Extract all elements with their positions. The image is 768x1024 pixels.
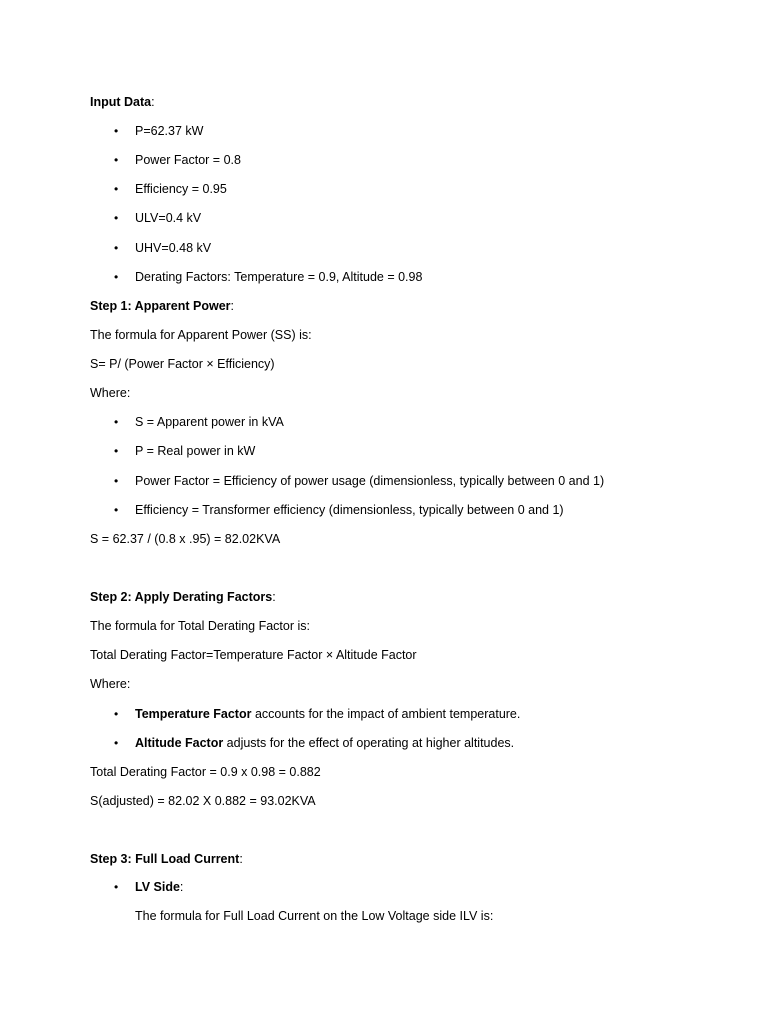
bullet: •	[114, 444, 119, 458]
list-item: P=62.37 kW	[135, 124, 204, 138]
list-item: Derating Factors: Temperature = 0.9, Altitude = 0.98	[135, 270, 423, 284]
bullet: •	[114, 270, 119, 284]
step2-formula: Total Derating Factor=Temperature Factor × Altitude Factor	[90, 648, 417, 662]
step2-result-derating: Total Derating Factor = 0.9 x 0.98 = 0.882	[90, 765, 321, 779]
bullet: •	[114, 124, 119, 138]
bullet: •	[114, 707, 119, 721]
input-data-heading: Input Data:	[90, 95, 155, 109]
lv-side-label: LV Side:	[135, 880, 184, 894]
bullet: •	[114, 241, 119, 255]
bullet: •	[114, 211, 119, 225]
bullet: •	[114, 503, 119, 517]
step1-heading: Step 1: Apparent Power:	[90, 299, 235, 313]
step2-result-adjusted: S(adjusted) = 82.02 X 0.882 = 93.02KVA	[90, 794, 316, 808]
list-item: Power Factor = Efficiency of power usage (dimensionless, typically between 0 and 1)	[135, 474, 605, 488]
step1-formula-intro: The formula for Apparent Power (SS) is:	[90, 328, 312, 342]
list-item: Efficiency = Transformer efficiency (dimensionless, typically between 0 and 1)	[135, 503, 564, 517]
step1-where: Where:	[90, 386, 131, 400]
list-item: Power Factor = 0.8	[135, 153, 241, 167]
bullet: •	[114, 415, 119, 429]
list-item: S = Apparent power in kVA	[135, 415, 284, 429]
bullet: •	[114, 474, 119, 488]
lv-side-text: The formula for Full Load Current on the Low Voltage side ILV is:	[135, 909, 494, 923]
list-item: Altitude Factor adjusts for the effect of operating at higher altitudes.	[135, 736, 515, 750]
bullet: •	[114, 880, 119, 894]
list-item: UHV=0.48 kV	[135, 241, 212, 255]
bullet: •	[114, 736, 119, 750]
bullet: •	[114, 153, 119, 167]
list-item: ULV=0.4 kV	[135, 211, 202, 225]
step1-formula: S= P/ (Power Factor × Efficiency)	[90, 357, 275, 371]
step2-heading: Step 2: Apply Derating Factors:	[90, 590, 276, 604]
step2-where: Where:	[90, 677, 131, 691]
step1-result: S = 62.37 / (0.8 x .95) = 82.02KVA	[90, 532, 281, 546]
list-item: P = Real power in kW	[135, 444, 256, 458]
list-item: Efficiency = 0.95	[135, 182, 227, 196]
list-item: Temperature Factor accounts for the impact of ambient temperature.	[135, 707, 521, 721]
step3-heading: Step 3: Full Load Current:	[90, 852, 243, 866]
step2-formula-intro: The formula for Total Derating Factor is:	[90, 619, 310, 633]
bullet: •	[114, 182, 119, 196]
